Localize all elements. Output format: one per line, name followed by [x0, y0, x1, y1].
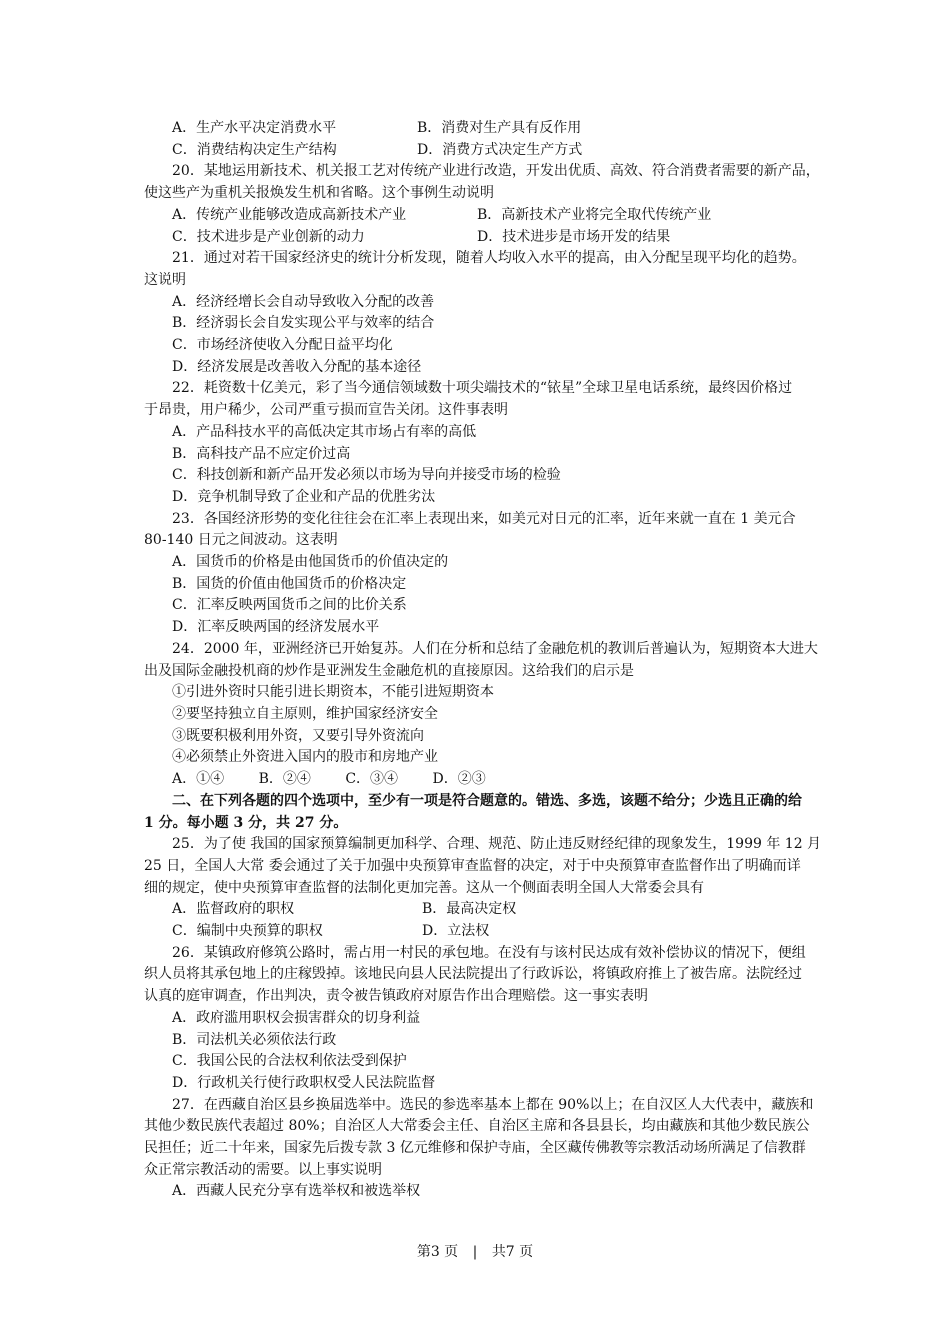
q20-option-d: D．技术进步是市场开发的结果	[477, 228, 671, 245]
q20-option-c: C．技术进步是产业创新的动力	[172, 228, 365, 245]
q22-option-c: C．科技创新和新产品开发必须以市场为导向并接受市场的检验	[172, 467, 561, 484]
q26-option-c: C．我国公民的合法权利依法受到保护	[172, 1053, 407, 1070]
q25-option-b: B．最高决定权	[422, 901, 517, 918]
q20-stem-line-1: 20．某地运用新技术、机关报工艺对传统产业进行改造，开发出优质、高效、符合消费者需要的新产品，	[172, 163, 820, 180]
q27-option-a: A．西藏人民充分享有选举权和被选举权	[172, 1183, 421, 1200]
exam-page	[144, 118, 930, 1203]
q21-option-d: D．经济发展是改善收入分配的基本途径	[172, 358, 422, 375]
q24-stem-line-1: 24．2000 年，亚洲经济已开始复苏。人们在分析和总结了金融危机的教训后普遍认为，短期资本大进大	[172, 640, 818, 657]
q20-options-row-2	[144, 227, 930, 249]
q22-stem-line-2: 于昂贵，用户稀少，公司严重亏损而宣告关闭。这件事表明	[144, 402, 508, 419]
q24-item-2: ②要坚持独立自主原则，维护国家经济安全	[172, 705, 438, 722]
q24-item-4: ④必须禁止外资进入国内的股市和房地产业	[172, 749, 438, 766]
q25-option-c: C．编制中央预算的职权	[172, 923, 323, 940]
section2-heading-line-1: 二、在下列各题的四个选项中，至少有一项是符合题意的。错选、多选，该题不给分；少选且正确的给	[172, 792, 802, 809]
q23-option-b: B．国货的价值由他国货币的价格决定	[172, 575, 407, 592]
q20-option-a: A．传统产业能够改造成高新技术产业	[172, 206, 407, 223]
q25-option-d: D．立法权	[422, 923, 490, 940]
q24-option-a: A．①④	[172, 771, 225, 788]
q21-stem-line-1: 21．通过对若干国家经济史的统计分析发现，随着人均收入水平的提高，由入分配呈现平均化的趋势。	[172, 250, 806, 267]
q24-option-d: D．②③	[432, 771, 486, 788]
q27-stem-line-3: 民担任；近二十年来，国家先后拨专款 3 亿元维修和保护寺庙，全区藏传佛教等宗教活动场所满足了信教群	[144, 1140, 806, 1157]
q19-option-b: B．消费对生产具有反作用	[417, 120, 582, 136]
q25-options-row-2	[144, 921, 930, 943]
q20-stem-line-2: 使这些产为重机关报焕发生机和省略。这个事例生动说明	[144, 185, 494, 202]
q25-option-a: A．监督政府的职权	[172, 901, 295, 918]
q24-options-row	[144, 769, 930, 791]
q25-stem-line-1: 25．为了使 我国的国家预算编制更加科学、合理、规范、防止违反财经纪律的现象发生，1999 年 12 月	[172, 836, 822, 853]
q20-options-row-1	[144, 205, 930, 227]
q19-option-d: D．消费方式决定生产方式	[417, 141, 583, 158]
q23-option-d: D．汇率反映两国的经济发展水平	[172, 619, 380, 636]
q26-stem-line-2: 织人员将其承包地上的庄稼毁掉。该地民向县人民法院提出了行政诉讼，将镇政府推上了被告席。法院经过	[144, 966, 802, 983]
q22-option-a: A．产品科技水平的高低决定其市场占有率的高低	[172, 423, 477, 440]
q26-option-b: B．司法机关必须依法行政	[172, 1031, 337, 1048]
q24-stem-line-2: 出及国际金融投机商的炒作是亚洲发生金融危机的直接原因。这给我们的启示是	[144, 662, 634, 679]
q20-option-b: B．高新技术产业将完全取代传统产业	[477, 206, 712, 223]
q21-option-c: C．市场经济使收入分配日益平均化	[172, 337, 393, 354]
q22-option-d: D．竞争机制导致了企业和产品的优胜劣汰	[172, 488, 436, 505]
q24-item-3: ③既要积极利用外资，又要引导外资流向	[172, 727, 424, 744]
q23-stem-line-2: 80-140 日元之间波动。这表明	[144, 532, 338, 549]
q24-option-c: C．③④	[345, 771, 399, 788]
q27-stem-line-4: 众正常宗教活动的需要。以上事实说明	[144, 1161, 382, 1178]
q21-option-b: B．经济弱长会自发实现公平与效率的结合	[172, 315, 435, 332]
q26-stem-line-1: 26．某镇政府修筑公路时，需占用一村民的承包地。在没有与该村民达成有效补偿协议的情况下，便组	[172, 944, 806, 961]
q25-options-row-1	[144, 899, 930, 921]
page-number: 第3 页	[416, 1244, 459, 1260]
q25-stem-line-3: 细的规定，使中央预算审查监督的法制化更加完善。这从一个侧面表明全国人大常委会具有	[144, 879, 704, 896]
q19-option-a: A．生产水平决定消费水平	[172, 120, 337, 136]
page-total: 共7 页	[491, 1244, 534, 1260]
q19-options-row-2	[144, 140, 930, 162]
q25-stem-line-2: 25 日，全国人大常 委会通过了关于加强中央预算审查监督的决定，对于中央预算审查监督作出了明确而详	[144, 857, 801, 874]
q23-stem-line-1: 23．各国经济形势的变化往往会在汇率上表现出来，如美元对日元的汇率，近年来就一直在 1 美元合	[172, 510, 796, 527]
q23-option-a: A．国货币的价格是由他国货币的价值决定的	[172, 554, 449, 571]
q26-stem-line-3: 认真的庭审调查，作出判决，责令被告镇政府对原告作出合理赔偿。这一事实表明	[144, 988, 648, 1005]
footer-separator: |	[472, 1244, 478, 1260]
q21-option-a: A．经济经增长会自动导致收入分配的改善	[172, 293, 435, 310]
q27-stem-line-1: 27．在西藏自治区县乡换届选举中。选民的参选率基本上都在 90%以上；在自汉区人大代表中，藏族和	[172, 1096, 814, 1113]
q22-option-b: B．高科技产品不应定价过高	[172, 445, 351, 462]
page-footer	[0, 1241, 950, 1261]
q22-stem-line-1: 22．耗资数十亿美元，彩了当今通信领域数十项尖端技术的“铱星”全球卫星电话系统，最终因价格过	[172, 380, 793, 397]
q23-option-c: C．汇率反映两国货币之间的比价关系	[172, 597, 407, 614]
q19-options-row-1	[144, 118, 930, 140]
q26-option-a: A．政府滥用职权会损害群众的切身利益	[172, 1009, 421, 1026]
q27-stem-line-2: 其他少数民族代表超过 80%；自治区人大常委会主任、自治区主席和各县县长，均由藏族和其他少数民族公	[144, 1118, 810, 1135]
q21-stem-line-2: 这说明	[144, 271, 186, 288]
section2-heading-line-2: 1 分。每小题 3 分，共 27 分。	[144, 814, 348, 831]
q19-option-c: C．消费结构决定生产结构	[172, 141, 337, 158]
q26-option-d: D．行政机关行使行政职权受人民法院监督	[172, 1074, 436, 1091]
q24-item-1: ①引进外资时只能引进长期资本，不能引进短期资本	[172, 684, 494, 701]
q24-option-b: B．②④	[258, 771, 311, 788]
